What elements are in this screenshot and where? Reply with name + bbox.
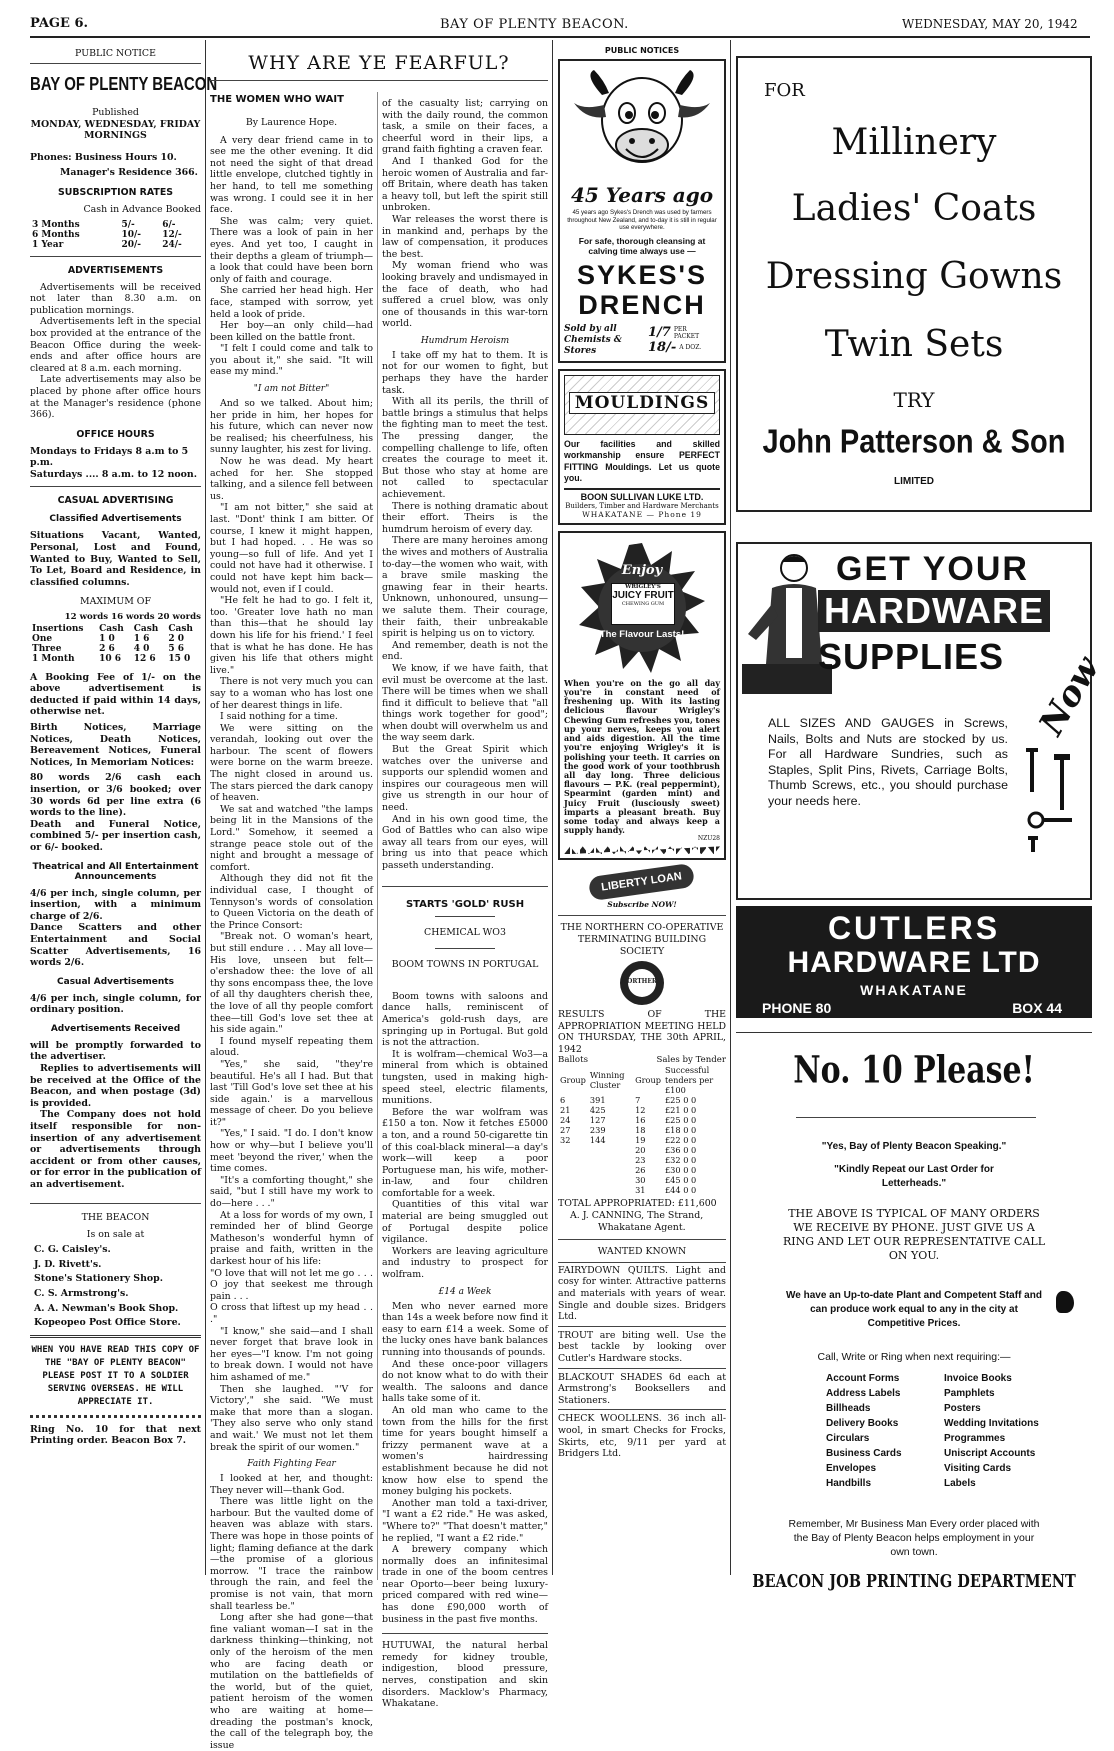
notice-heading: PUBLIC NOTICE bbox=[75, 48, 156, 59]
list-item: C. G. Caisley's. bbox=[34, 1244, 111, 1256]
paragraph: She carried her head high. Her face, stamped with sorrow, yet held a look of pride. bbox=[210, 285, 373, 320]
ads-paragraph: Advertisements left in the special box provided at the entrance of the Beacon Office during the week-ends and after office hours are cleared at 8 a.m. each morning. bbox=[30, 316, 201, 374]
millinery-item: Twin Sets bbox=[824, 324, 1004, 365]
table-row: 31 £44 0 0 bbox=[635, 1185, 697, 1196]
paragraph: O cross that liftest up my head . . ." bbox=[210, 1302, 373, 1325]
price-dozen: 18/- bbox=[648, 340, 677, 355]
appropriation-table bbox=[558, 1065, 726, 1195]
paragraph: There was little light on the harbour. But the vaulted dome of heaven was ablaze with stars. There was hope in those points of light; flaming defiance at the dark—the promise of a glorious morrow. "I trace the rainbow through the rain, and feel the promise is not vain, that morn shall tearless be." bbox=[210, 1496, 373, 1612]
mouldings-town: WHAKATANE — Phone 19 bbox=[582, 509, 702, 519]
cutlers-line1: CUTLERS bbox=[827, 910, 1001, 946]
list-item: A. A. Newman's Book Shop. bbox=[34, 1302, 179, 1314]
words-80: 80 words 2/6 cash each insertion, or 3/6 booked; over 30 words 6d per line extra (6 words to the line). bbox=[30, 772, 201, 819]
bolt-icon bbox=[1020, 744, 1080, 854]
classified-heading: Classified Advertisements bbox=[49, 514, 182, 525]
paragraph: My woman friend who was looking bravely and undismayed in the face of death, who had suffered a cruel blow, was only one of thousands in this war-torn world. bbox=[382, 260, 549, 330]
table-row: 1 Year 20/- 24/- bbox=[32, 239, 182, 250]
ads-paragraph: Late advertisements may also be placed by phone after office hours at the Manager's residence (phone 366). bbox=[30, 374, 201, 421]
article-body bbox=[210, 135, 373, 1751]
sykes-price-block bbox=[648, 325, 702, 355]
death-notice: Death and Funeral Notice, combined 5/- per insertion cash, or 6/- booked. bbox=[30, 818, 201, 853]
millinery-for: FOR bbox=[764, 80, 805, 101]
millinery-item: Ladies' Coats bbox=[791, 188, 1037, 229]
hardware-line3: SUPPLIES bbox=[818, 636, 1005, 677]
gum-code: NZU28 bbox=[697, 835, 720, 843]
northern-logo-icon bbox=[620, 961, 664, 1005]
subscription-table bbox=[30, 220, 201, 250]
wrigleys-ad bbox=[558, 531, 726, 860]
received-text: The Company does not hold itself responsible for non-insertion of any advertisement or advertisements through accident or from other causes, or for error in the publication of an advertisement. bbox=[30, 1109, 201, 1190]
byline: By Laurence Hope. bbox=[245, 117, 338, 128]
drench-name: DRENCH bbox=[578, 289, 706, 320]
price-dozen-unit: A DOZ. bbox=[679, 344, 702, 351]
millinery-ltd: LIMITED bbox=[894, 476, 934, 487]
list-item: Invoice Books bbox=[944, 1373, 1012, 1384]
job-printing-department: BEACON JOB PRINTING DEPARTMENT bbox=[752, 1571, 1076, 1592]
list-item: Handbills bbox=[826, 1478, 872, 1489]
published-label: Published bbox=[92, 107, 139, 118]
northern-logo-text: NORTHERN bbox=[621, 978, 663, 986]
feature-column-b bbox=[382, 98, 549, 1710]
soldier-notice: WHEN YOU HAVE READ THIS COPY OF THE "BAY OF PLENTY BEACON" PLEASE POST IT TO A SOLDIER SERVING OVERSEAS. HE WILL APPRECIATE IT. bbox=[31, 1344, 200, 1407]
list-item: C. S. Armstrong's. bbox=[34, 1287, 129, 1299]
hardware-line1: GET YOUR bbox=[836, 550, 1029, 588]
millinery-item: Dressing Gowns bbox=[765, 256, 1063, 297]
paragraph: Now he was dead. My heart ached for her. She stopped talking, and a silence fell between us. bbox=[210, 456, 373, 502]
table-row: 1 Month 10 6 12 6 15 0 bbox=[32, 653, 191, 664]
society-table-caption bbox=[558, 1055, 726, 1065]
maximum-columns: 12 words 16 words 20 words bbox=[64, 612, 201, 623]
quote-1: "Yes, Bay of Plenty Beacon Speaking." bbox=[821, 1141, 1007, 1152]
masthead-rule bbox=[30, 36, 1090, 38]
issue-date: WEDNESDAY, MAY 20, 1942 bbox=[902, 17, 1078, 31]
no10-headline: No. 10 Please! bbox=[793, 1048, 1035, 1093]
list-item: Posters bbox=[944, 1403, 981, 1414]
mouldings-firm-block bbox=[564, 488, 720, 519]
subscription-heading: SUBSCRIPTION RATES bbox=[58, 186, 173, 198]
cutlers-ad bbox=[736, 906, 1092, 1018]
on-sale-heading: THE BEACON bbox=[81, 1211, 150, 1223]
agents-list bbox=[30, 1244, 201, 1329]
table-row: 24 127 16 £25 0 0 bbox=[560, 1115, 697, 1126]
list-item: Billheads bbox=[826, 1403, 871, 1414]
tender-label: Sales by Tender bbox=[656, 1055, 726, 1066]
notices-heading: PUBLIC NOTICES bbox=[604, 46, 680, 55]
table-row: Group Winning Cluster Group Successful tenders per £100 bbox=[560, 1065, 714, 1096]
mouldings-text: Our facilities and skilled workmanship ensure PERFECT FITTING Mouldings. Let us quote you. bbox=[564, 438, 720, 484]
paragraph: "Break not. O woman's heart, but still endure . . . May all love—His love, unseen but felt—o'ershadow thee: the love of all thy sons encompass thee, the love of all thy daughters cherish thee, the love of all thy people comfort thee—till God's love set thee at his side again." bbox=[210, 931, 373, 1036]
list-item: Programmes bbox=[944, 1433, 1006, 1444]
column-rule bbox=[730, 40, 731, 1575]
page-number: PAGE 6. bbox=[30, 16, 89, 31]
paragraph: We sat and watched "the lamps being lit in the Mansions of the Lord." Somehow, it seemed a strange peace stole out of the night and brought a message of comfort. bbox=[210, 803, 373, 873]
paragraph: "I know," she said—and I shall never forget that brave look in her eyes—"I know. I'm not going to break down. I would not have him ashamed of me." bbox=[210, 1325, 373, 1383]
theatre-text: 4/6 per inch, single column, per insertion, with a minimum charge of 2/6. bbox=[30, 887, 201, 922]
total-appropriated: TOTAL APPROPRIATED: £11,600 bbox=[558, 1198, 717, 1210]
list-item: Wedding Invitations bbox=[944, 1418, 1039, 1429]
advertisements-heading: ADVERTISEMENTS bbox=[67, 264, 164, 276]
ballots-label: Ballots bbox=[558, 1055, 588, 1066]
paragraph: She was calm; very quiet. There was a look of pain in her eyes. And yet too, I caught in their depths a gleam of triumph—a look that could have been born only of faith and courage. bbox=[210, 215, 373, 285]
paragraph: of the casualty list; carrying on with the daily round, the common task, a smile on their faces, a cheerful word in their lips, a grand faith fighting a craven fear. bbox=[382, 98, 548, 156]
gum-flavour: The Flavour Lasts! bbox=[599, 628, 685, 640]
cow-head-icon bbox=[564, 65, 720, 177]
gold-sub1: CHEMICAL WO3 bbox=[424, 926, 506, 938]
paragraph: Although they did not fit the individual case, I thought of Tennyson's words of consolation to Queen Victoria on the death of the Prince Consort: bbox=[210, 873, 373, 931]
sykes-ad bbox=[558, 59, 726, 363]
feature-column-a bbox=[210, 92, 373, 1751]
paragraph: A very dear friend came in to see me the other evening. It did not need the sight of that dread little envelope, clutched tightly in her hand, to tell me something was wrong. I could see it in her face. bbox=[210, 134, 373, 216]
liberty-loan-ad bbox=[558, 870, 726, 909]
paper-title: BAY OF PLENTY BEACON. bbox=[440, 17, 629, 32]
birth-notices: Birth Notices, Marriage Notices, Death Notices, Bereavement Notices, Funeral Notices, In Memoriam Notices: bbox=[30, 722, 201, 768]
society-line2: TERMINATING BUILDING bbox=[577, 933, 707, 945]
mouldings-firm: BOON SULLIVAN LUKE LTD. bbox=[580, 491, 704, 502]
mouldings-firm-desc: Builders, Timber and Hardware Merchants bbox=[565, 501, 719, 510]
sykes-years: 45 Years ago bbox=[570, 183, 714, 207]
millinery-ad bbox=[736, 56, 1092, 512]
millinery-firm: John Patterson & Son bbox=[762, 423, 1066, 461]
gum-name: JUICY FRUIT bbox=[612, 589, 674, 601]
publish-days: MONDAY, WEDNESDAY, FRIDAY bbox=[30, 118, 201, 130]
mouldings-title: MOULDINGS bbox=[569, 392, 715, 414]
list-item: Labels bbox=[944, 1478, 976, 1489]
subheading: Faith Fighting Fear bbox=[247, 1459, 336, 1470]
mouldings-frame-icon bbox=[564, 375, 720, 435]
phone-manager: Manager's Residence 366. bbox=[60, 167, 198, 179]
publish-mornings: MORNINGS bbox=[84, 130, 147, 142]
masthead bbox=[0, 0, 1114, 36]
society-line3: SOCIETY bbox=[619, 945, 665, 957]
casual-heading: CASUAL ADVERTISING bbox=[57, 495, 174, 507]
zigzag-border bbox=[564, 846, 720, 854]
paragraph: I found myself repeating them aloud. bbox=[210, 1035, 373, 1059]
gold-sub2: BOOM TOWNS IN PORTUGAL bbox=[391, 959, 539, 971]
received-text: Replies to advertisements will be received at the Office of the Beacon, and when postage (3d) is provided. bbox=[30, 1063, 201, 1109]
gum-text: When you're on the go all day you're in constant need of freshening up. With its lasting delicious flavour Wrigley's Chewing Gum refreshes you, tones up your nerves, keeps you alert and aids digestion. All the time you're enjoying Wrigley's it is polishing your teeth. It carries on the good work of your toothbrush all day long. Three delicious flavours — P.K. (real peppermint), Spearmint (garden mint) and Juicy Fruit (lusciously sweet) imparts a pleasant breath. Buy some today and always keep a supply handy. bbox=[564, 677, 720, 836]
list-item: Circulars bbox=[826, 1433, 870, 1444]
ring-notice: Ring No. 10 for that next Printing order. Beacon Box 7. bbox=[30, 1423, 201, 1447]
wanted-item: TROUT are biting well. Use the best tackle by looking over Cutler's Hardware stocks. bbox=[558, 1329, 726, 1365]
paragraph: And I thanked God for the heroic women of Australia and far-off Britain, where death has taken a heavy toll, but left the spirit still unbroken. bbox=[382, 155, 548, 214]
mouldings-ad bbox=[558, 369, 726, 525]
list-item: Address Labels bbox=[826, 1388, 901, 1399]
column-rule bbox=[205, 40, 206, 1575]
sykes-prices bbox=[564, 324, 720, 357]
paragraph: "I am not bitter," she said at last. "Dont' think I am bitter. Of course, I knew it might happen, but I had hoped. . . He was so young—so full of life. And yet I could not have had it otherwise. I could not have kept him back—would not, even if I could. bbox=[210, 502, 373, 595]
paragraph: Then she laughed. "'V for Victory'," she said. "We must make that more than a slogan. 'They also serve who only stand and wait.' We must not let them break the spirit of our women." bbox=[210, 1383, 373, 1453]
sykes-sold: Sold by all Chemists & Stores bbox=[564, 323, 622, 356]
sykes-name: SYKES'S bbox=[577, 259, 707, 290]
list-item: Envelopes bbox=[826, 1463, 877, 1474]
column-public-notice bbox=[30, 40, 218, 1580]
list-item: Account Forms bbox=[826, 1373, 900, 1384]
maximum-table bbox=[30, 624, 201, 664]
paragraph: We were sitting on the verandah, looking out over the harbour. The scent of flowers were borne on the warm breeze. The night closed in around us. The stars pierced the dark canopy of heaven. bbox=[210, 722, 373, 804]
hutuwai-ad: HUTUWAI, the natural herbal remedy for kidney trouble, indigestion, blood pressure, nerves, constipation and skin disorders. Macklow's Pharmacy, Whakatane. bbox=[382, 1640, 548, 1710]
table-row: 6 391 7 £25 0 0 bbox=[560, 1095, 697, 1106]
paragraph: And in his own good time, the God of Battles who can also wipe away all tears from our eyes, will bring us into that peace which passeth understanding. bbox=[382, 813, 548, 871]
paragraph: I said nothing for a time. bbox=[220, 711, 338, 723]
booking-fee: A Booking Fee of 1/- on the above advertisement is deducted if paid within 14 days, otherwise net. bbox=[30, 671, 201, 718]
table-row: 6 Months 10/- 12/- bbox=[32, 229, 182, 240]
table-row: 3 Months 5/- 6/- bbox=[32, 219, 176, 230]
received-text: will be promptly forwarded to the advertiser. bbox=[30, 1039, 201, 1063]
paragraph: An old man who came to the town from the hills for the first time for years bought himself a frizzy permanent wave at a women's hairdressing establishment because he did not know how else to spend the money bulging his pockets. bbox=[382, 1404, 548, 1498]
paragraph: "Yes," I said. "I do. I don't know how or why—but I believe you'll meet 'beyond the river,' when the time comes. bbox=[210, 1128, 373, 1175]
paragraph: Her boy—an only child—had been killed on the battle front. bbox=[210, 320, 373, 343]
wanted-item: CHECK WOOLLENS. 36 inch all-wool, in smart Checks for Frocks, Skirts, etc, 9/11 per yard at Bridgers Ltd. bbox=[558, 1413, 726, 1460]
paragraph: "He felt he had to go. I felt it, too. 'Greater love hath no man than this—that he should lay down his life for his friend.' I feel that is what he has done. He has given his life that others might live." bbox=[210, 595, 373, 676]
quote-2: "Kindly Repeat our Last Order for Letterheads." bbox=[834, 1164, 994, 1189]
theatre-heading: Theatrical and All Entertainment Announcements bbox=[32, 861, 199, 882]
paragraph: "Yes," she said, "they're beautiful. He's all I had. But that last 'Till God's love set thee at his side again.' is a marvellous message of cheer. Do you believe it?" bbox=[210, 1058, 373, 1128]
paragraph: Quantities of this vital war material are being smuggled out of Portugal despite police vigilance. bbox=[382, 1199, 548, 1246]
paragraph: But the Great Spirit which watches over the universe and supports our splendid women and inspires our courageous men will give us strength in our hour of need. bbox=[382, 744, 548, 814]
price-packet-unit: PER PACKET bbox=[673, 325, 700, 340]
liberty-loan-title: LIBERTY LOAN bbox=[588, 863, 695, 901]
typical-text: THE ABOVE IS TYPICAL OF MANY ORDERS WE RECEIVE BY PHONE. JUST GIVE US A RING AND LET OUR REPRESENTATIVE CALL ON YOU. bbox=[782, 1207, 1046, 1262]
hours-saturday: Saturdays .... 8 a.m. to 12 noon. bbox=[30, 468, 198, 480]
casual-ads-heading: Casual Advertisements bbox=[57, 976, 174, 987]
gold-headline: STARTS 'GOLD' RUSH bbox=[405, 898, 525, 910]
sykes-safe: For safe, thorough cleansing at calving time always use — bbox=[578, 235, 706, 256]
paragraph: "O love that will not let me go . . . O joy that seekest me through pain . . . bbox=[210, 1267, 373, 1302]
ads-paragraph: Advertisements will be received not later than 8.30 a.m. on publication mornings. bbox=[30, 281, 201, 316]
society-agent-town: Whakatane Agent. bbox=[598, 1221, 686, 1233]
millinery-item: Millinery bbox=[831, 122, 997, 163]
cutlers-town: WHAKATANE bbox=[860, 982, 968, 998]
paragraph: There is nothing dramatic about their effort. Theirs is the humdrum heroism of every day. bbox=[382, 500, 548, 535]
society-line1: THE NORTHERN CO-OPERATIVE bbox=[560, 922, 724, 934]
subheading: "I am not Bitter" bbox=[253, 384, 330, 395]
paragraph: Boom towns with saloons and dance halls, reminiscent of America's gold-rush days, are springing up in Portugal. But gold is not the attraction. bbox=[382, 990, 548, 1049]
hardware-ad bbox=[736, 542, 1108, 900]
millinery-try: TRY bbox=[893, 388, 935, 412]
table-row: 30 £45 0 0 bbox=[635, 1175, 697, 1186]
society-results: RESULTS OF THE APPROPRIATION MEETING HELD ON THURSDAY, THE 30th APRIL, 1942 bbox=[558, 1009, 726, 1055]
on-sale-sub: Is on sale at bbox=[86, 1228, 145, 1240]
table-row: One 1 0 1 6 2 0 bbox=[32, 633, 185, 644]
dance-text: Dance Scatters and other Entertainment and Social Scatter Advertisements, 16 words 2/6. bbox=[30, 922, 201, 969]
remember-text: Remember, Mr Business Man Every order placed with the Bay of Plenty Beacon helps employment in your own town. bbox=[788, 1518, 1040, 1558]
hardware-text: ALL SIZES AND GAUGES in Screws, Nails, Bolts and Nuts are stocked by us. For all Hardware Sundries, such as Staples, Split Pins, Rivets, Carriage Bolts, Thumb Screws, etc., you should purchase your needs here. bbox=[768, 716, 1008, 808]
table-row: 20 £36 0 0 bbox=[635, 1145, 697, 1156]
paragraph: Long after she had gone—that fine valiant woman—I sat in the darkness thinking—thinking, not only of the heroism of the men who are facing death or mutilation on the battlefields of the world, but of the quiet, patient heroism of the women who are waiting at home—dreading the postman's knock, the call of the telegraph boy, the issue bbox=[210, 1612, 373, 1751]
ad-rule bbox=[796, 1117, 1036, 1118]
office-hours-heading: OFFICE HOURS bbox=[76, 428, 155, 440]
paragraph: A brewery company which normally does an infinitesimal trade in one of the boom centres near Oporto—beer being luxury-priced compared with red wine—has done £90,000 worth of business in the past five months. bbox=[382, 1544, 548, 1625]
paragraph: It is wolfram—chemical Wo3—a mineral from which is obtained tungsten, used in making high-speed steel, electric filaments, munitions. bbox=[382, 1048, 548, 1107]
hardware-now: Now bbox=[1031, 650, 1108, 742]
subheading: Humdrum Heroism bbox=[420, 335, 510, 346]
column-rule bbox=[552, 40, 553, 1575]
paragraph: With all its perils, the thrill of battle brings a stimulus that helps the fighting man to meet the test. The pressing danger, the compelling challenge to life, often creates the courage to meet it. But those who stay at home are not called to spectacular achievement. bbox=[382, 396, 548, 500]
list-item: Business Cards bbox=[826, 1448, 902, 1459]
paragraph: And these once-poor villagers do not know what to do with their wealth. The saloons and dance halls take some of it. bbox=[382, 1358, 548, 1405]
paragraph: "It's a comforting thought," she said, "but I still have my work to do—here . . ." bbox=[210, 1174, 373, 1210]
paragraph: I looked at her, and thought: They never will—thank God. bbox=[210, 1473, 373, 1496]
call-text: Call, Write or Ring when next requiring:— bbox=[817, 1351, 1011, 1363]
casual-ads-text: 4/6 per inch, single column, for ordinary position. bbox=[30, 992, 201, 1016]
building-society-notice bbox=[558, 922, 726, 1233]
paragraph: We know, if we have faith, that evil must be overcome at the last. There will be times when we shall find it difficult to believe that "all things work together for good"; when doubt will overwhelm us and the way seem dark. bbox=[382, 662, 548, 744]
subheading: £14 a Week bbox=[438, 1286, 492, 1297]
paragraph: There are many heroines among the wives and mothers of Australia to-day—the women who wait, with a brave smile masking the gnawing fear in their hearts. Unknown, unhonoured, unsung—we salute them. Their courage, their faith, their unbreakable spirit is helping us on to victory. bbox=[382, 535, 548, 640]
sykes-small: 45 years ago Sykes's Drench was used by farmers throughout New Zealand, and to-day it is still in regular use everywhere. bbox=[567, 209, 717, 231]
list-item: Pamphlets bbox=[944, 1388, 995, 1399]
column-advertisements bbox=[736, 40, 1108, 1592]
cutlers-phone: PHONE 80 bbox=[762, 1000, 832, 1016]
price-packet: 1/7 bbox=[648, 325, 671, 340]
table-row: Three 2 6 4 0 5 6 bbox=[32, 643, 185, 654]
paragraph: Another man told a taxi-driver, "I want a £2 ride." He was asked, "Where to?" "That doesn't matter," he replied, "I want a £2 ride." bbox=[382, 1497, 548, 1544]
hours-weekday: Mondays to Fridays 8 a.m to 5 p.m. bbox=[30, 445, 189, 469]
wanted-item: BLACKOUT SHADES 6d each at Armstrong's Booksellers and Stationers. bbox=[558, 1371, 726, 1406]
received-heading: Advertisements Received bbox=[50, 1023, 181, 1034]
gum-chewing: CHEWING GUM bbox=[621, 600, 665, 607]
table-row: 27 239 18 £18 0 0 bbox=[560, 1125, 697, 1136]
hardware-header bbox=[738, 544, 1092, 694]
paragraph: Before the war wolfram was £150 a ton. Now it fetches £5000 a ton, and a round 50-cigarette tin of this coal-black mineral—a day's work—will keep a poor Portuguese man, his wife, mother-in-law, and four children comfortable for a week. bbox=[382, 1106, 548, 1199]
gum-pack bbox=[611, 583, 675, 625]
table-row: 23 £32 0 0 bbox=[635, 1155, 697, 1166]
paragraph: There is not very much you can say to a woman who has lost one of her dearest things in life. bbox=[210, 676, 373, 711]
paragraph: And so we talked. About him; her pride in him, her hopes for his future, which can never now be realised; his cheerfulness, his sunny laughter, his zest for living. bbox=[210, 398, 373, 456]
cutlers-line2: HARDWARE LTD bbox=[787, 946, 1041, 979]
table-row: 32 144 19 £22 0 0 bbox=[560, 1135, 697, 1146]
list-item: J. D. Rivett's. bbox=[34, 1258, 102, 1270]
subscription-columns: Cash in Advance Booked bbox=[83, 203, 201, 215]
paragraph: Workers are leaving agriculture and industry to prospect for wolfram. bbox=[382, 1245, 548, 1281]
wanted-item: FAIRYDOWN QUILTS. Light and cosy for winter. Attractive patterns and materials with years of wear. Single and double sizes. Bridgers Ltd. bbox=[558, 1264, 726, 1323]
table-row: 26 £30 0 0 bbox=[635, 1165, 697, 1176]
table-row: Insertions Cash Cash Cash bbox=[32, 623, 193, 634]
paragraph: And remember, death is not the end. bbox=[382, 639, 548, 663]
table-row: 21 425 12 £21 0 0 bbox=[560, 1105, 697, 1116]
paragraph: At a loss for words of my own, I reminded her of blind George Matheson's wonderful hymn of praise and faith, written in the darkest hour of his life: bbox=[210, 1209, 373, 1267]
products-right-list bbox=[944, 1371, 1039, 1491]
plant-text: We have an Up-to-date Plant and Competent Staff and can produce work equal to any in the city at Competitive Prices. bbox=[786, 1290, 1042, 1329]
society-agent: A. J. CANNING, The Strand, bbox=[570, 1210, 704, 1222]
list-item: Kopeopeo Post Office Store. bbox=[34, 1317, 181, 1329]
list-item: Uniscript Accounts bbox=[944, 1448, 1036, 1459]
gum-enjoy: Enjoy bbox=[621, 562, 663, 578]
article-subhead: THE WOMEN WHO WAIT bbox=[210, 94, 344, 105]
products-left-list bbox=[826, 1371, 902, 1491]
list-item: Delivery Books bbox=[826, 1418, 899, 1429]
paper-name: BAY OF PLENTY BEACON bbox=[30, 74, 218, 95]
ink-blot-icon bbox=[1056, 1291, 1074, 1313]
paragraph: War releases the worst there is in mankind and, perhaps by the law of compensation, it produces the best. bbox=[382, 213, 548, 260]
phone-business: Phones: Business Hours 10. bbox=[30, 151, 177, 163]
wrigleys-starburst bbox=[577, 543, 707, 673]
paragraph: Men who never earned more than 14s a week before now find it easy to earn £14 a week. Some of the lucky ones have bank balances running into thousands of pounds. bbox=[382, 1300, 548, 1358]
paragraph: "I felt I could come and talk to you about it," she said. "It will ease my mind." bbox=[210, 343, 373, 378]
paragraph: I take off my hat to them. It is not for our women to fight, but perhaps they have the harder task. bbox=[382, 349, 548, 396]
wanted-known-heading: WANTED KNOWN bbox=[597, 1246, 687, 1258]
column-public-notices bbox=[558, 40, 726, 1580]
job-printing-ad bbox=[736, 1033, 1092, 1613]
hardware-line2: HARDWARE bbox=[818, 590, 1050, 632]
list-item: Stone's Stationery Shop. bbox=[34, 1273, 163, 1285]
column-rule bbox=[377, 92, 378, 1580]
list-item: Visiting Cards bbox=[944, 1463, 1012, 1474]
classified-text: Situations Vacant, Wanted, Personal, Lost and Found, Wanted to Buy, Wanted to Sell, To Let, Board and Residence, in classified columns. bbox=[30, 530, 201, 588]
headline: WHY ARE YE FEARFUL? bbox=[248, 52, 510, 74]
gum-brand: WRIGLEY'S bbox=[625, 583, 661, 590]
cutlers-box: BOX 44 bbox=[1012, 1000, 1062, 1016]
maximum-heading: MAXIMUM OF bbox=[79, 596, 152, 608]
liberty-loan-sub: Subscribe NOW! bbox=[607, 900, 677, 910]
